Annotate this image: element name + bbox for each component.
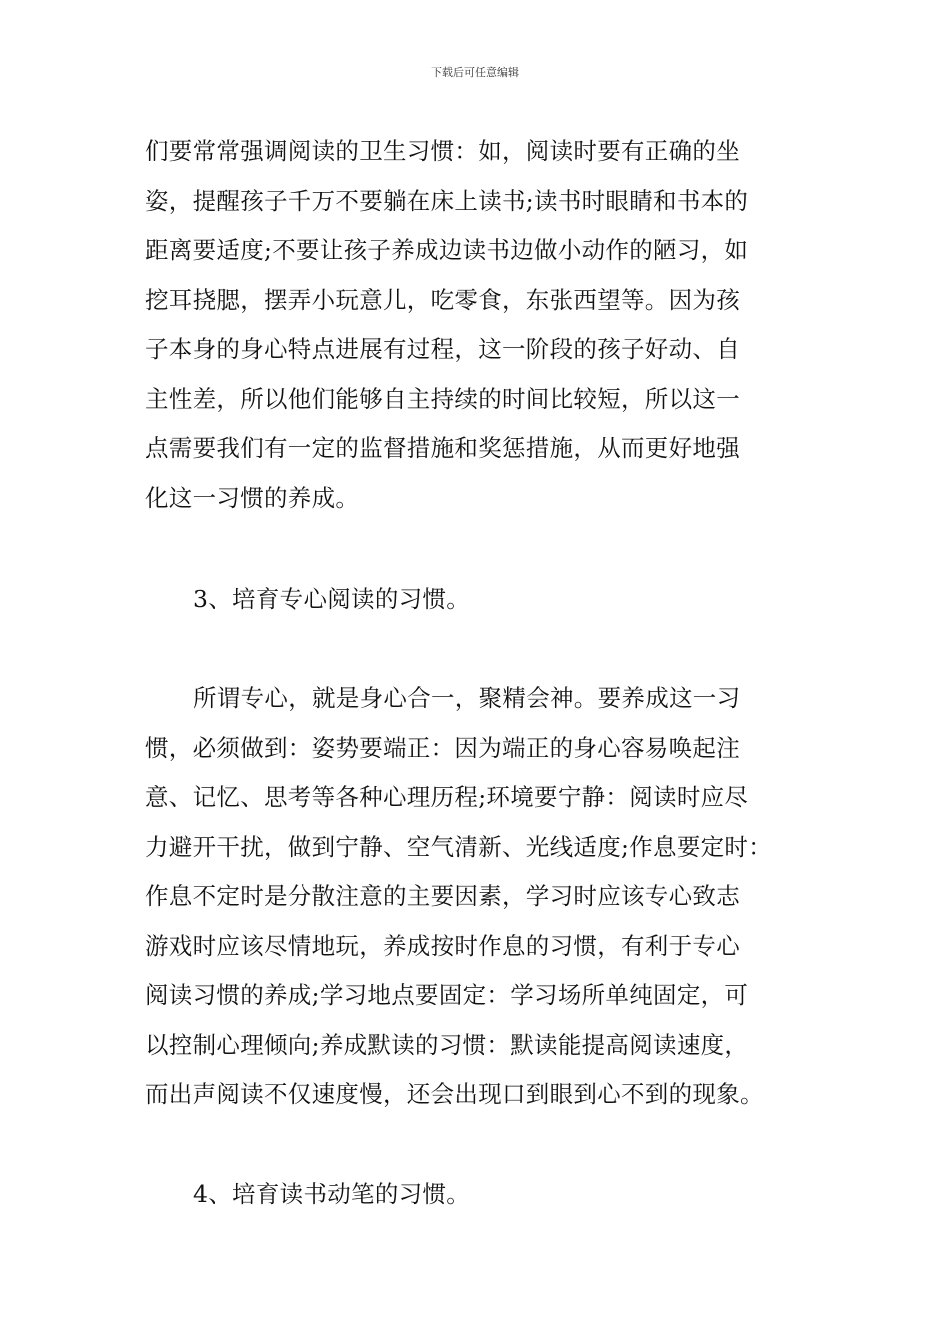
text-line: 力避开干扰，做到宁静、空气清新、光线适度;作息要定时： [145, 832, 773, 861]
text-line: 主性差，所以他们能够自主持续的时间比较短，所以这一 [145, 384, 740, 413]
text-line: 而出声阅读不仅速度慢，还会出现口到眼到心不到的现象。 [145, 1080, 764, 1108]
text-line: 游戏时应该尽情地玩，养成按时作息的习惯，有利于专心 [145, 931, 740, 960]
text-line: 们要常常强调阅读的卫生习惯：如，阅读时要有正确的坐 [145, 137, 740, 165]
text-line: 惯，必须做到：姿势要端正：因为端正的身心容易唤起注 [145, 733, 740, 762]
paragraph-focused-reading [145, 674, 825, 1120]
text-line: 作息不定时是分散注意的主要因素，学习时应该专心致志 [145, 882, 740, 910]
section-heading-3 [193, 575, 873, 625]
text-line: 距离要适度;不要让孩子养成边读书边做小动作的陋习，如 [145, 236, 749, 264]
heading-text: 3、培育专心阅读的习惯。 [193, 585, 471, 613]
paragraph-reading-hygiene [145, 127, 825, 523]
text-line: 意、记忆、思考等各种心理历程;环境要宁静：阅读时应尽 [145, 783, 749, 811]
text-line: 以控制心理倾向;养成默读的习惯：默读能提高阅读速度， [145, 1030, 749, 1059]
text-line: 点需要我们有一定的监督措施和奖惩措施，从而更好地强 [145, 434, 740, 462]
text-line: 阅读习惯的养成;学习地点要固定：学习场所单纯固定，可 [145, 981, 749, 1009]
page-header: 下载后可任意编辑 [431, 66, 519, 79]
section-heading-4 [193, 1170, 873, 1220]
text-line: 化这一习惯的养成。 [145, 483, 360, 512]
text-line: 挖耳挠腮，摆弄小玩意儿，吃零食，东张西望等。因为孩 [145, 285, 740, 314]
text-line: 姿，提醒孩子千万不要躺在床上读书;读书时眼睛和书本的 [145, 186, 749, 215]
text-line: 子本身的身心特点进展有过程，这一阶段的孩子好动、自 [145, 335, 740, 363]
heading-text: 4、培育读书动笔的习惯。 [193, 1180, 471, 1208]
text-line: 所谓专心，就是身心合一，聚精会神。要养成这一习 [193, 684, 741, 712]
